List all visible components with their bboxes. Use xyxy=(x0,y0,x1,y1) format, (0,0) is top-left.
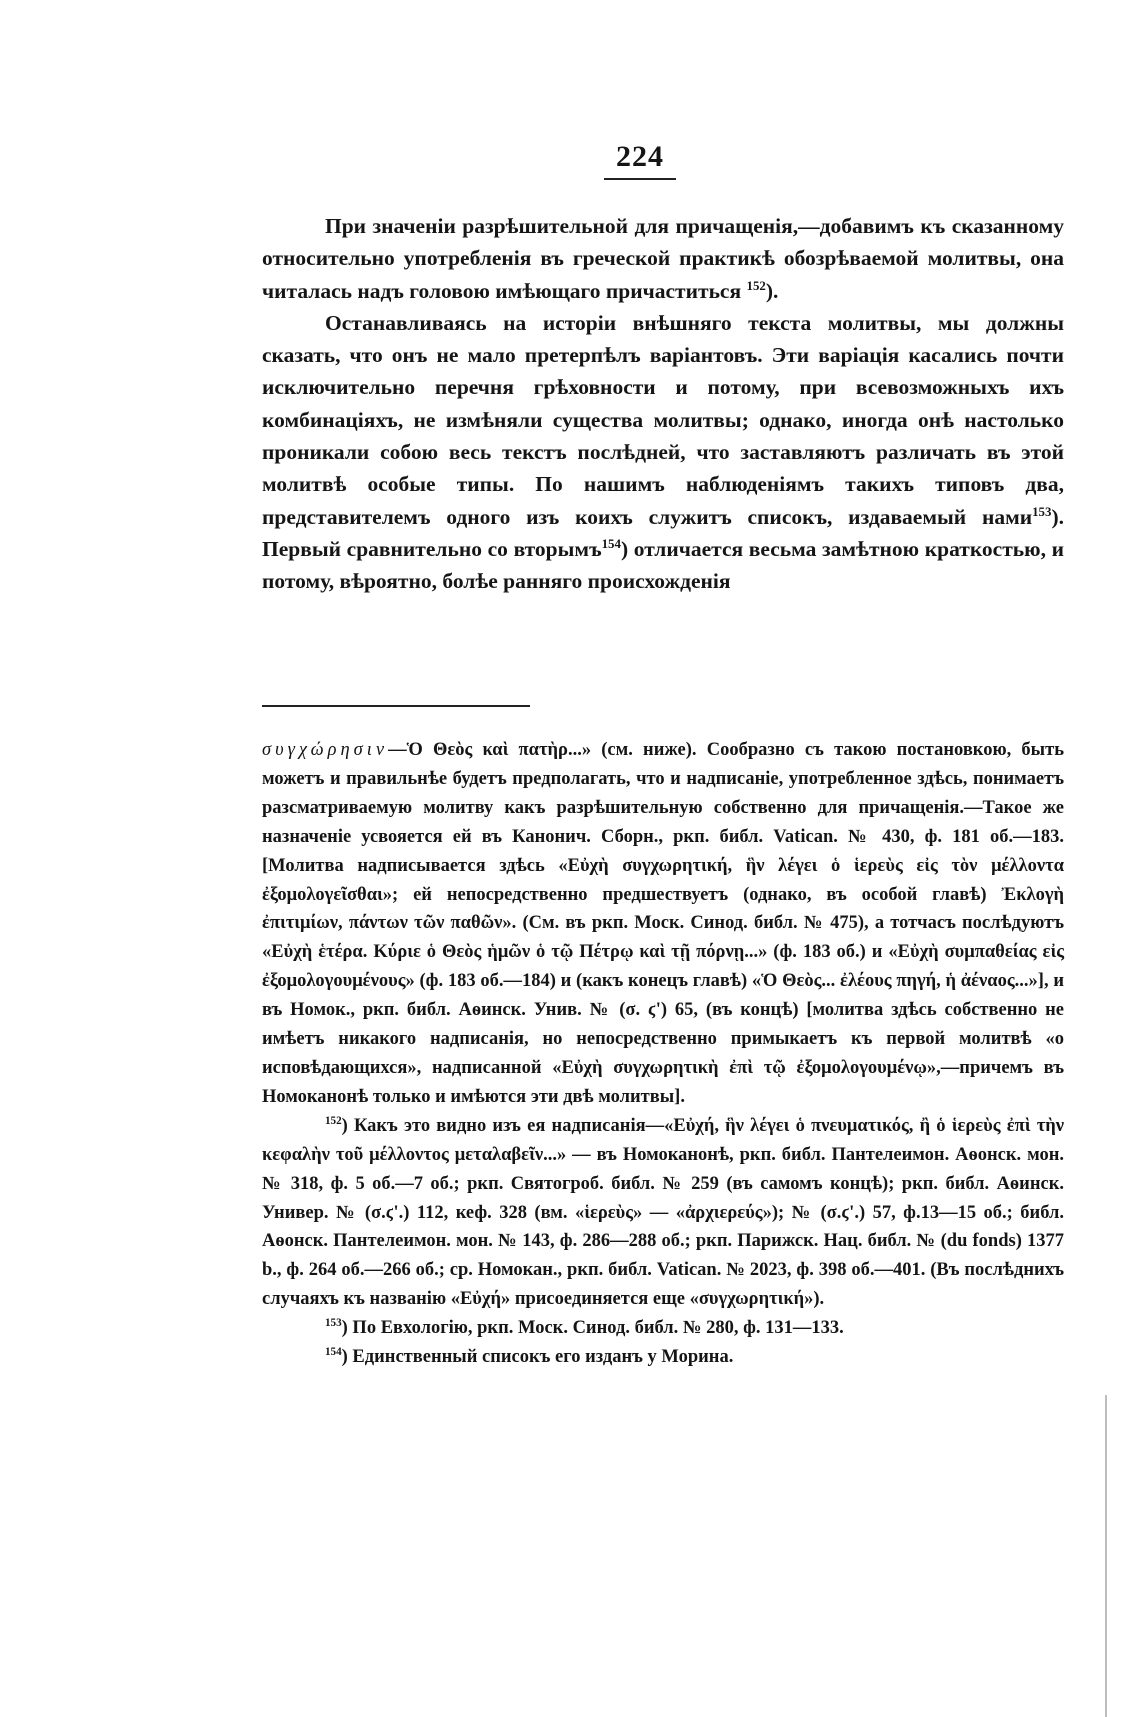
footnote-154 xyxy=(262,1343,1064,1372)
footnote-151-greek-start: συγχώρησιν xyxy=(262,740,389,760)
footnote-152-text: ) Какъ это видно изъ ея надписанія—«Εὐχή, ἣν λέγει ὁ πνευματικός, ἢ ὁ ἱερεὺς ἐπὶ τὴν κεφαλὴν τοῦ μέλλοντος μεταλαβεῖν...» — въ Номоканонѣ, ркп. библ. Пантелеимон. Аѳонск. мон. № 318, ф. 5 об.—7 об.; ркп. Святогроб. библ. № 259 (въ самомъ концѣ); ркп. библ. Аѳинск. Универ. № (σ.ϛ'.) 112, кеф. 328 (вм. «ἱερεὺς» — «ἀρχιερεύς»); № (σ.ϛ'.) 57, ф.13—15 об.; библ. Аѳонск. Пантелеимон. мон. № 143, ф. 286—288 об.; ркп. Парижск. Нац. библ. № (du fonds) 1377 b., ф. 264 об.—266 об.; ср. Номокан., ркп. библ. Vatican. № 2023, ф. 398 об.—401. (Въ послѣднихъ случаяхъ къ названію «Εὐχή» присоединяется еще «συγχωρητική»). xyxy=(262,1115,1064,1310)
page-number: 224 xyxy=(616,140,664,173)
scan-edge-line xyxy=(1105,1395,1107,1717)
footnote-153 xyxy=(262,1314,1064,1343)
footnote-154-text: ) Единственный списокъ его изданъ у Морина. xyxy=(341,1347,734,1368)
footnote-154-number: 154 xyxy=(325,1345,342,1358)
footnote-separator xyxy=(262,705,530,707)
footnote-152 xyxy=(262,1112,1064,1314)
footnote-151-text: —Ὁ Θεὸς καὶ πατὴρ...» (см. ниже). Сообразно съ такою постановкою, быть можетъ и правильнѣе будетъ предполагать, что и надписаніе, употребленное здѣсь, понимаетъ разсматриваемую молитву какъ разрѣшительную собственно для причащенія.—Такое же назначеніе усвояется ей въ Канонич. Сборн., ркп. библ. Vatican. № 430, ф. 181 об.—183. [Молитва надписывается здѣсь «Εὐχὴ συγχωρητική, ἣν λέγει ὁ ἱερεὺς εἰς τὸν μέλλοντα ἐξομολογεῖσθαι»; ей непосредственно предшествуетъ (однако, въ особой главѣ) Ἐκλογὴ ἐπιτιμίων, πάντων τῶν παθῶν». (См. въ ркп. Моск. Синод. библ. № 475), а тотчасъ послѣдуютъ «Εὐχὴ ἑτέρα. Κύριε ὁ Θεὸς ἡμῶν ὁ τῷ Πέτρῳ καὶ τῇ πόρνῃ...» (ф. 183 об.) и «Εὐχὴ συμπαθείας εἰς ἐξομολογουμένους» (ф. 183 об.—184) и (какъ конецъ главѣ) «Ὁ Θεὸς... ἐλέους πηγή, ἡ ἀέναος...»], и въ Номок., ркп. библ. Аѳинск. Унив. № (σ. ϛ') 65, (въ концѣ) [молитва здѣсь собственно не имѣетъ никакого надписанія, но непосредственно примыкаетъ къ первой молитвѣ «о исповѣдающихся», надписанной «Εὐχὴ συγχωρητικὴ ἐπὶ τῷ ἐξομολογουμένῳ»,—причемъ въ Номоканонѣ только и имѣются эти двѣ молитвы]. xyxy=(262,740,1064,1107)
paragraph-2-text-a: Останавливаясь на исторіи внѣшняго текста молитвы, мы должны сказать, что онъ не мало претерпѣлъ варіантовъ. Эти варіація касались почти исключительно перечня грѣховности и потому, при всевозможныхъ ихъ комбинаціяхъ, не измѣняли существа молитвы; однако, иногда онѣ настолько проникали собою весь текстъ послѣдней, что заставляютъ различать въ этой молитвѣ особые типы. По нашимъ наблюденіямъ такихъ типовъ два, представителемъ одного изъ коихъ служитъ списокъ, издаваемый нами xyxy=(262,310,1064,529)
footnote-ref-154: 154 xyxy=(601,536,621,551)
main-text xyxy=(262,210,1064,598)
footnote-151-continued xyxy=(262,736,1064,1112)
footnotes xyxy=(262,736,1064,1372)
footnote-ref-153: 153 xyxy=(1032,504,1052,519)
footnote-ref-152: 152 xyxy=(746,278,766,293)
paragraph-2 xyxy=(262,307,1064,598)
footnote-153-number: 153 xyxy=(325,1316,342,1329)
paragraph-2-text-c: ) отличается весьма замѣтною краткостью, и потому, вѣроятно, болѣе ранняго происхожденія xyxy=(262,536,1065,594)
paragraph-1 xyxy=(262,210,1064,307)
paragraph-1-text: При значеніи разрѣшительной для причащенія,—добавимъ къ сказанному относительно употребленія въ греческой практикѣ обозрѣваемой молитвы, она читалась надъ головою имѣющаго причаститься xyxy=(262,214,1064,303)
page-number-underline xyxy=(604,178,676,180)
footnote-153-text: ) По Евхологію, ркп. Моск. Синод. библ. № 280, ф. 131—133. xyxy=(341,1318,844,1339)
paragraph-2-text-b: ). Первый сравнительно со вторымъ xyxy=(262,504,1064,561)
footnote-152-number: 152 xyxy=(325,1114,342,1127)
paragraph-1-end: ). xyxy=(765,278,779,303)
